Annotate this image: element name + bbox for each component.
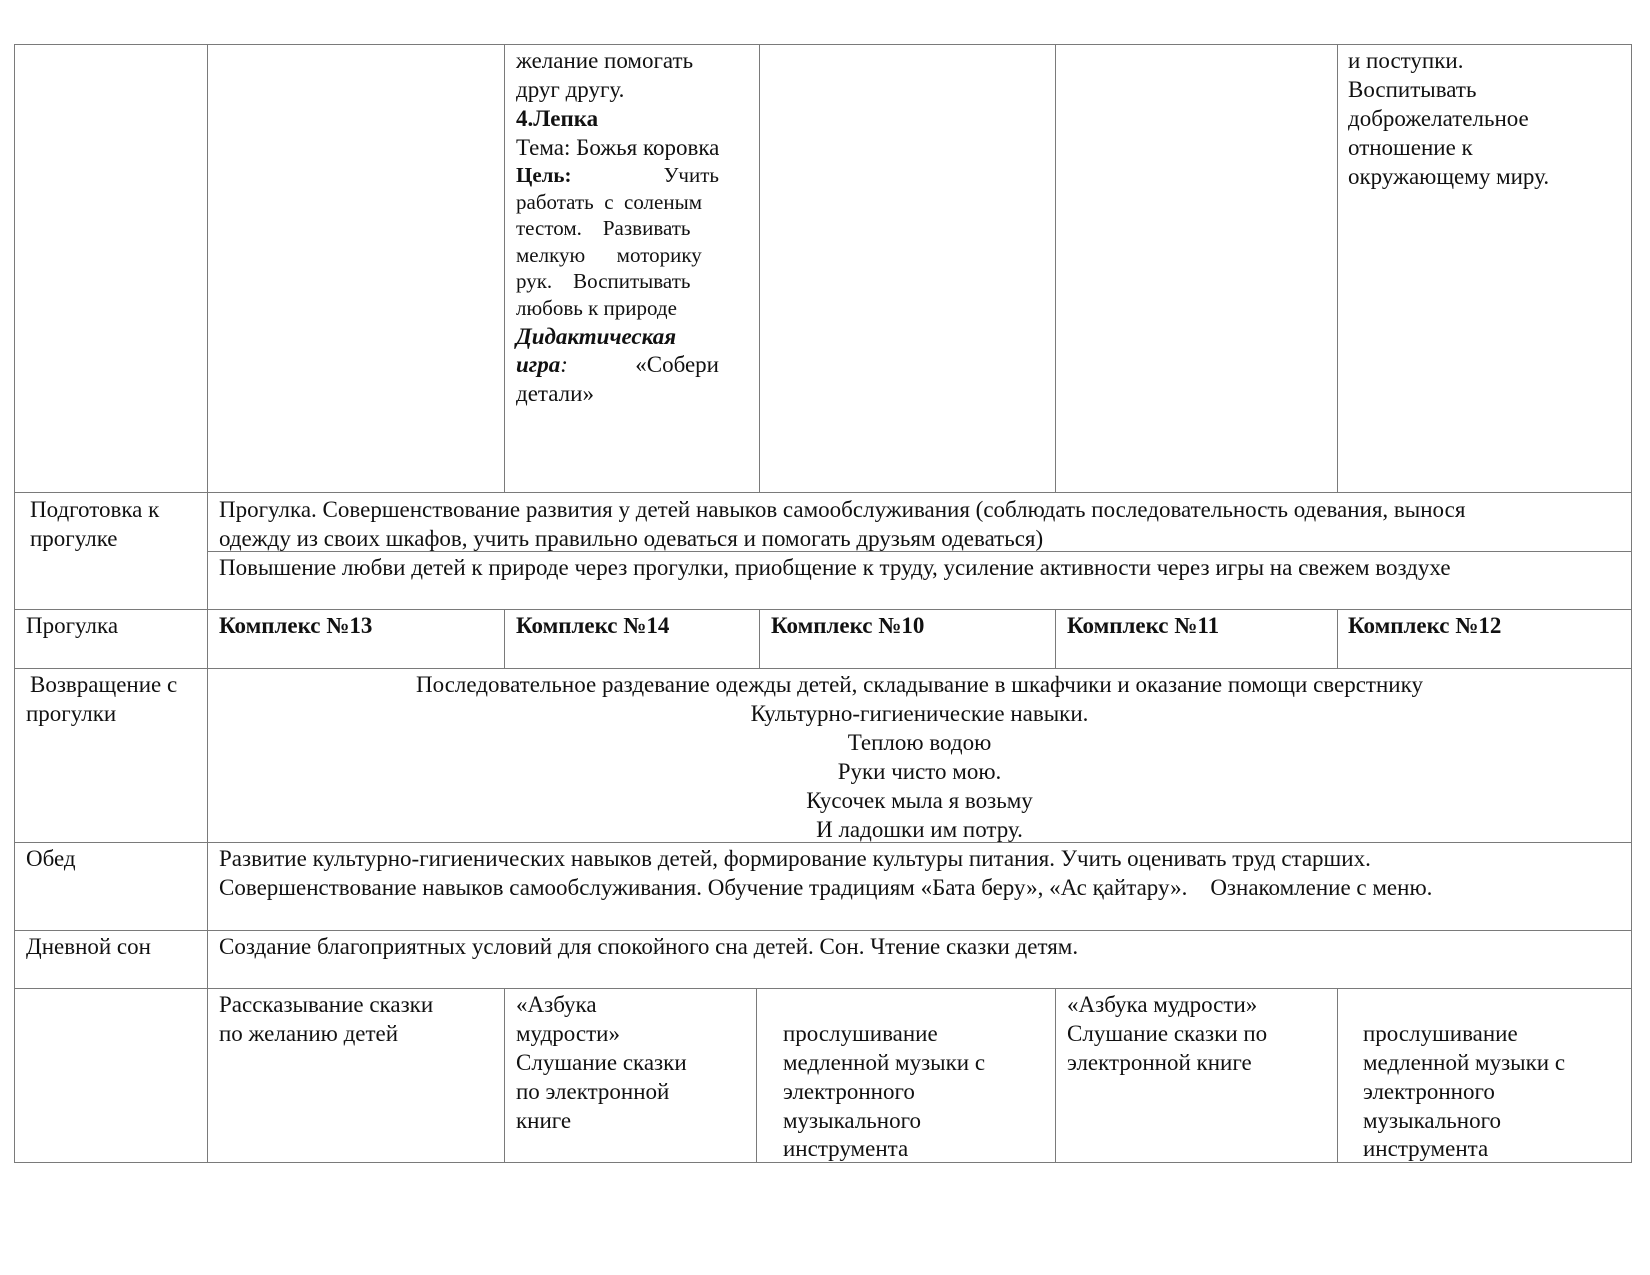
lepka-topic: Тема: Божья коровка (516, 135, 720, 160)
goal-label: Цель: (516, 163, 572, 187)
cell-text-line: «Азбука (516, 992, 597, 1017)
lunch-text: Развитие культурно-гигиенических навыков детей, формирование культуры питания. Учить оценивать труд старших. (219, 846, 1371, 871)
col-divider-3-walk (759, 609, 760, 668)
goal-word: Учить (663, 163, 719, 187)
cell-text-line: желание помогать (516, 48, 694, 73)
row-divider-2 (14, 609, 1631, 610)
cell-text-line: мудрости» (516, 1021, 620, 1046)
col-divider-4-last (1055, 988, 1056, 1162)
lepka-heading: 4.Лепка (516, 106, 599, 131)
cell-text-line: «Азбука мудрости» (1067, 992, 1258, 1017)
cell-text-line: доброжелательное (1348, 106, 1529, 131)
complex-11: Комплекс №11 (1067, 613, 1220, 638)
col-divider-1 (207, 44, 208, 1163)
cell-text-line: Рассказывание сказки (219, 992, 434, 1017)
row-label-walk-prep: Подготовка к (30, 497, 160, 522)
poem-line: Кусочек мыла я возьму (806, 788, 1033, 813)
row-divider-6 (14, 988, 1631, 989)
didactic-colon: : (560, 352, 568, 377)
goal-text-line: мелкую моторику (516, 243, 702, 267)
poem-line: И ладошки им потру. (816, 817, 1023, 842)
cell-text-line: электронной книге (1067, 1050, 1252, 1075)
didactic-label-2: игра (516, 352, 561, 377)
cell-text-line: медленной музыки с (1363, 1050, 1566, 1075)
row-divider-1 (14, 492, 1631, 493)
complex-10: Комплекс №10 (771, 613, 925, 638)
return-line: Культурно-гигиенические навыки. (750, 701, 1089, 726)
goal-text-line: любовь к природе (516, 296, 677, 320)
cell-text-line: прослушивание (783, 1021, 938, 1046)
goal-text-line: рук. Воспитывать (516, 269, 691, 293)
table-border-top (14, 44, 1631, 45)
col-divider-5-last (1337, 988, 1338, 1162)
cell-text-line: окружающему миру. (1348, 164, 1550, 189)
col-divider-4-walk (1055, 609, 1056, 668)
cell-text-line: Слушание сказки по (1067, 1021, 1268, 1046)
col-divider-5-walk (1337, 609, 1338, 668)
cell-text-line: по желанию детей (219, 1021, 399, 1046)
goal-line (516, 162, 719, 189)
walk-prep-text: Прогулка. Совершенствование развития у детей навыков самообслуживания (соблюдать последовательность одевания, вынося (219, 497, 1466, 522)
row-divider-3 (14, 668, 1631, 669)
cell-text-line: прослушивание (1363, 1021, 1518, 1046)
col-divider-5-top (1337, 44, 1338, 492)
row-divider-5 (14, 930, 1631, 931)
row-label-walk: Прогулка (26, 613, 119, 638)
col-divider-2-top (504, 44, 505, 492)
col-divider-2-last (504, 988, 505, 1162)
didactic-label: Дидактическая (516, 324, 677, 349)
didactic-game-line (516, 350, 719, 379)
row-label-nap: Дневной сон (26, 934, 151, 959)
cell-text-line: книге (516, 1108, 572, 1133)
complex-13: Комплекс №13 (219, 613, 373, 638)
row-label-return: Возвращение с (30, 672, 178, 697)
cell-text-line: инструмента (783, 1136, 909, 1161)
table-border-left (14, 44, 15, 1163)
nap-text: Создание благоприятных условий для спокойного сна детей. Сон. Чтение сказки детям. (219, 934, 1079, 959)
row-label-walk-prep-2: прогулке (30, 526, 118, 551)
cell-text-line: Воспитывать (1348, 77, 1477, 102)
col-divider-3-last (756, 988, 757, 1162)
lunch-text: Совершенствование навыков самообслуживания. Обучение традициям «Бата беру», «Ас қайтару». Ознакомление с меню. (219, 875, 1433, 900)
walk-prep-text: одежду из своих шкафов, учить правильно одеваться и помогать друзьям одеваться) (219, 526, 1044, 551)
cell-text-line: инструмента (1363, 1136, 1489, 1161)
goal-text-line: работать с соленым (516, 190, 702, 214)
didactic-game-name: «Собери (635, 352, 719, 377)
table-border-right (1631, 44, 1632, 1163)
cell-text-line: и поступки. (1348, 48, 1464, 73)
cell-text-line: электронного (1363, 1079, 1495, 1104)
cell-text-line: отношение к (1348, 135, 1473, 160)
cell-text-line: медленной музыки с (783, 1050, 986, 1075)
goal-text-line: тестом. Развивать (516, 216, 691, 240)
row-label-return-2: прогулки (26, 701, 117, 726)
walk-prep-text-2: Повышение любви детей к природе через прогулки, приобщение к труду, усиление активности через игры на свежем воздухе (219, 555, 1451, 580)
col-divider-4-top (1055, 44, 1056, 492)
cell-text-line: друг другу. (516, 77, 625, 102)
cell-text-line: Слушание сказки (516, 1050, 687, 1075)
row-label-lunch: Обед (26, 846, 76, 871)
cell-text-line: музыкального (783, 1108, 921, 1133)
poem-line: Руки чисто мою. (837, 759, 1002, 784)
cell-text-line: электронного (783, 1079, 915, 1104)
didactic-game-end: детали» (516, 381, 594, 406)
cell-text-line: по электронной (516, 1079, 670, 1104)
poem-line: Теплою водою (847, 730, 992, 755)
col-divider-3-top (759, 44, 760, 492)
cell-text-line: музыкального (1363, 1108, 1501, 1133)
col-divider-2-walk (504, 609, 505, 668)
return-line: Последовательное раздевание одежды детей, складывание в шкафчики и оказание помощи сверстнику (416, 672, 1423, 697)
complex-14: Комплекс №14 (516, 613, 670, 638)
complex-12: Комплекс №12 (1348, 613, 1502, 638)
